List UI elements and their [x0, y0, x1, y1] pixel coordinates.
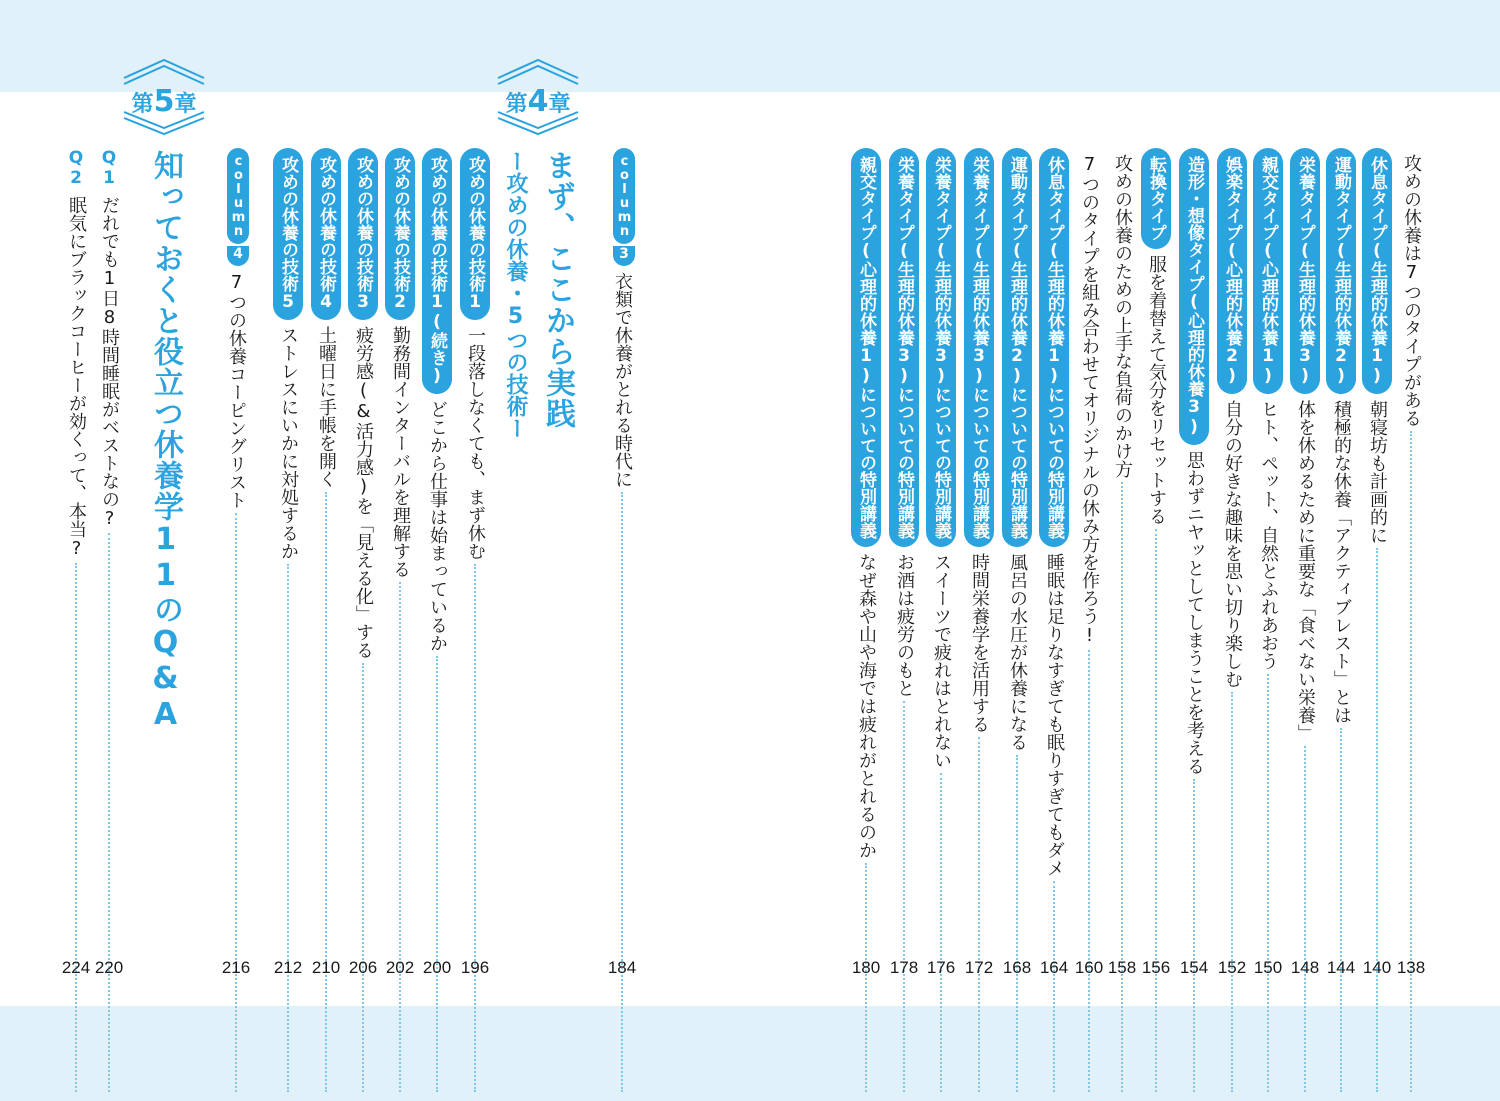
page-number: 224: [61, 958, 91, 977]
leader-dots: [903, 701, 905, 1092]
page-number: 138: [1396, 958, 1426, 977]
column-entry-body: [606, 148, 638, 488]
toc-entry-body: [850, 148, 882, 859]
page-number: 212: [273, 958, 303, 977]
page-number: 148: [1290, 958, 1320, 977]
leader-dots: [399, 582, 401, 1092]
toc-entry-body: [1216, 148, 1248, 688]
entry-title: 疲労感(&活力感)を「見える化」する: [353, 326, 374, 659]
entry-title: 攻めの休養のための上手な負荷のかけ方: [1112, 154, 1133, 478]
leader-dots: [1410, 431, 1412, 1092]
entry-title: 攻めの休養は7つのタイプがある: [1401, 154, 1422, 427]
toc-entry-body: [1073, 148, 1105, 646]
entry-tag: 休息タイプ(生理的休養1)についての特別講義: [1039, 148, 1069, 547]
leader-dots: [1231, 692, 1233, 1092]
page-number: 220: [94, 958, 124, 977]
entry-title: 服を着替えて気分をリセットする: [1146, 255, 1167, 525]
leader-dots: [325, 492, 327, 1092]
toc-entry-body: [347, 148, 379, 659]
page-number: 176: [926, 958, 956, 977]
entry-title: 一段落しなくても、まず休む: [465, 326, 486, 560]
question-title: だれでも1日8時間睡眠がベストなの?: [99, 196, 120, 529]
leader-dots: [75, 563, 77, 1092]
toc-entry-body: [1038, 148, 1070, 877]
column-badge: column: [227, 148, 249, 244]
entry-tag: 栄養タイプ(生理的休養3)についての特別講義: [889, 148, 919, 547]
entry-title: 時間栄養学を活用する: [969, 553, 990, 733]
chapter-title: まず、ここから実践: [540, 150, 575, 429]
leader-dots: [1155, 529, 1157, 1092]
column-entry[interactable]: [220, 148, 252, 509]
toc-entry-body: [1001, 148, 1033, 751]
leader-dots: [108, 533, 110, 1092]
page-number: 154: [1179, 958, 1209, 977]
toc-entry-body: [1395, 148, 1427, 427]
toc-entry[interactable]: [1140, 148, 1172, 525]
page-number: 216: [221, 958, 251, 977]
bottom-band: [0, 1006, 1500, 1101]
page-number: 160: [1074, 958, 1104, 977]
question-number: Q1: [99, 148, 119, 188]
toc-entry-body: [925, 148, 957, 769]
page-number: 200: [422, 958, 452, 977]
entry-tag: 休息タイプ(生理的休養1): [1362, 148, 1392, 394]
toc-entry-body: [272, 148, 304, 560]
page-number: 158: [1107, 958, 1137, 977]
chapter-heading: [492, 56, 584, 136]
page-number: 140: [1362, 958, 1392, 977]
toc-entry-body: [310, 148, 342, 488]
page-number: 168: [1002, 958, 1032, 977]
entry-title: ストレスにいかに対処するか: [278, 326, 299, 560]
toc-entry[interactable]: [1216, 148, 1248, 688]
toc-entry-body: [1325, 148, 1357, 724]
chapter-heading: [118, 56, 210, 136]
top-band: [0, 0, 1500, 92]
page-number: 172: [964, 958, 994, 977]
entry-title: 体を休めるために重要な「食べない栄養」: [1295, 400, 1316, 742]
entry-title: 勤務間インターバルを理解する: [390, 326, 411, 578]
page-number: 206: [348, 958, 378, 977]
page-number: 196: [460, 958, 490, 977]
entry-title: 風呂の水圧が休養になる: [1007, 553, 1028, 751]
chapter-label-pre: 第: [131, 92, 154, 117]
toc-entry[interactable]: [1361, 148, 1393, 544]
entry-title: お酒は疲労のもと: [894, 553, 915, 697]
chapter-label-pre: 第: [505, 92, 528, 117]
toc-entry[interactable]: [925, 148, 957, 769]
toc-entry[interactable]: [384, 148, 416, 578]
toc-entry[interactable]: [459, 148, 491, 560]
column-number: 3: [613, 246, 635, 266]
entry-title: 睡眠は足りなすぎても眠りすぎてもダメ: [1044, 553, 1065, 877]
entry-tag: 栄養タイプ(生理的休養3)についての特別講義: [964, 148, 994, 547]
entry-tag: 攻めの休養の技術1(続き): [422, 148, 452, 394]
toc-entry[interactable]: [1001, 148, 1033, 751]
entry-tag: 造形・想像タイプ(心理的休養3): [1179, 148, 1209, 445]
chapter-title: 知っておくと役立つ休養学11のQ&A: [148, 150, 183, 733]
chapter-label-post: 章: [174, 92, 197, 117]
toc-entry-body: [384, 148, 416, 578]
entry-tag: 運動タイプ(生理的休養2): [1326, 148, 1356, 394]
leader-dots: [978, 737, 980, 1092]
entry-tag: 転換タイプ: [1141, 148, 1171, 249]
toc-entry-body: [1252, 148, 1284, 670]
column-number: 4: [227, 246, 249, 266]
entry-title: 7つのタイプを組み合わせてオリジナルの休み方を作ろう!: [1079, 154, 1100, 646]
column-title: 衣類で休養がとれる時代に: [612, 272, 633, 488]
toc-entry-body: [1178, 148, 1210, 775]
leader-dots: [287, 564, 289, 1092]
toc-entry-body: [1361, 148, 1393, 544]
leader-dots: [362, 663, 364, 1092]
toc-entry[interactable]: [963, 148, 995, 733]
toc-entry-body: [421, 148, 453, 652]
toc-entry-body: [459, 148, 491, 560]
chapter-label-post: 章: [548, 92, 571, 117]
column-entry-body: [220, 148, 252, 509]
entry-tag: 攻めの休養の技術2: [385, 148, 415, 320]
toc-entry[interactable]: [850, 148, 882, 859]
toc-entry[interactable]: [1178, 148, 1210, 775]
entry-tag: 親交タイプ(心理的休養1): [1253, 148, 1283, 394]
toc-entry[interactable]: [347, 148, 379, 659]
entry-tag: 攻めの休養の技術1: [460, 148, 490, 320]
toc-entry-body: [1140, 148, 1172, 525]
entry-title: ヒト、ペット、自然とふれあおう: [1258, 400, 1279, 670]
qa-entry-body: [93, 148, 125, 529]
toc-entry-body: [888, 148, 920, 697]
toc-entry[interactable]: [1395, 148, 1427, 427]
toc-entry[interactable]: [310, 148, 342, 488]
entry-tag: 栄養タイプ(生理的休養3)についての特別講義: [926, 148, 956, 547]
entry-title: スイーツで疲れはとれない: [931, 553, 952, 769]
entry-title: 自分の好きな趣味を思い切り楽しむ: [1222, 400, 1243, 688]
leader-dots: [1088, 650, 1090, 1092]
toc-entry[interactable]: [272, 148, 304, 560]
leader-dots: [235, 513, 237, 1092]
leader-dots: [1376, 548, 1378, 1092]
column-entry[interactable]: [606, 148, 638, 488]
leader-dots: [1053, 881, 1055, 1092]
entry-tag: 攻めの休養の技術5: [273, 148, 303, 320]
chapter-number: 5: [153, 84, 175, 119]
question-number: Q2: [66, 148, 86, 188]
leader-dots: [1121, 482, 1123, 1092]
page-number: 180: [851, 958, 881, 977]
toc-entry[interactable]: [1252, 148, 1284, 670]
toc-entry[interactable]: [421, 148, 453, 652]
toc-entry[interactable]: [1289, 148, 1321, 742]
page-number: 144: [1326, 958, 1356, 977]
entry-title: どこから仕事は始まっているか: [427, 400, 448, 652]
column-badge: column: [613, 148, 635, 244]
toc-entry[interactable]: [1073, 148, 1105, 646]
entry-title: 積極的な休養「アクティブレスト」とは: [1331, 400, 1352, 724]
entry-title: 土曜日に手帳を開く: [316, 326, 337, 488]
page-number: 164: [1039, 958, 1069, 977]
entry-title: 思わずニヤッとしてしまうことを考える: [1184, 451, 1205, 775]
chapter-number: 4: [527, 84, 549, 119]
leader-dots: [621, 492, 623, 1092]
leader-dots: [1016, 755, 1018, 1092]
leader-dots: [474, 564, 476, 1092]
page-number: 156: [1141, 958, 1171, 977]
page-number: 184: [607, 958, 637, 977]
qa-entry-body: [60, 148, 92, 559]
leader-dots: [1340, 728, 1342, 1092]
page-number: 178: [889, 958, 919, 977]
leader-dots: [940, 773, 942, 1092]
toc-entry-body: [1289, 148, 1321, 742]
entry-tag: 運動タイプ(生理的休養2)についての特別講義: [1002, 148, 1032, 547]
question-title: 眠気にブラックコーヒーが効くって、本当?: [66, 196, 87, 559]
toc-entry-body: [1106, 148, 1138, 478]
toc-entry[interactable]: [1325, 148, 1357, 724]
qa-entry[interactable]: [60, 148, 92, 559]
qa-entry[interactable]: [93, 148, 125, 529]
toc-entry[interactable]: [1038, 148, 1070, 877]
toc-entry-body: [963, 148, 995, 733]
entry-tag: 栄養タイプ(生理的休養3): [1290, 148, 1320, 394]
leader-dots: [1267, 674, 1269, 1092]
toc-entry[interactable]: [1106, 148, 1138, 478]
chapter-subtitle: ー攻めの休養・5つの技術ー: [503, 150, 528, 439]
column-title: 7つの休養コーピングリスト: [226, 272, 247, 509]
entry-title: なぜ森や山や海では疲れがとれるのか: [856, 553, 877, 859]
chapter-label: [492, 84, 584, 119]
entry-tag: 攻めの休養の技術3: [348, 148, 378, 320]
page-number: 150: [1253, 958, 1283, 977]
entry-tag: 親交タイプ(心理的休養1)についての特別講義: [851, 148, 881, 547]
leader-dots: [1304, 746, 1306, 1092]
entry-title: 朝寝坊も計画的に: [1367, 400, 1388, 544]
entry-tag: 攻めの休養の技術4: [311, 148, 341, 320]
page-number: 210: [311, 958, 341, 977]
page-number: 152: [1217, 958, 1247, 977]
toc-entry[interactable]: [888, 148, 920, 697]
leader-dots: [1193, 779, 1195, 1092]
page-number: 202: [385, 958, 415, 977]
entry-tag: 娯楽タイプ(心理的休養2): [1217, 148, 1247, 394]
chapter-label: [118, 84, 210, 119]
leader-dots: [436, 656, 438, 1092]
